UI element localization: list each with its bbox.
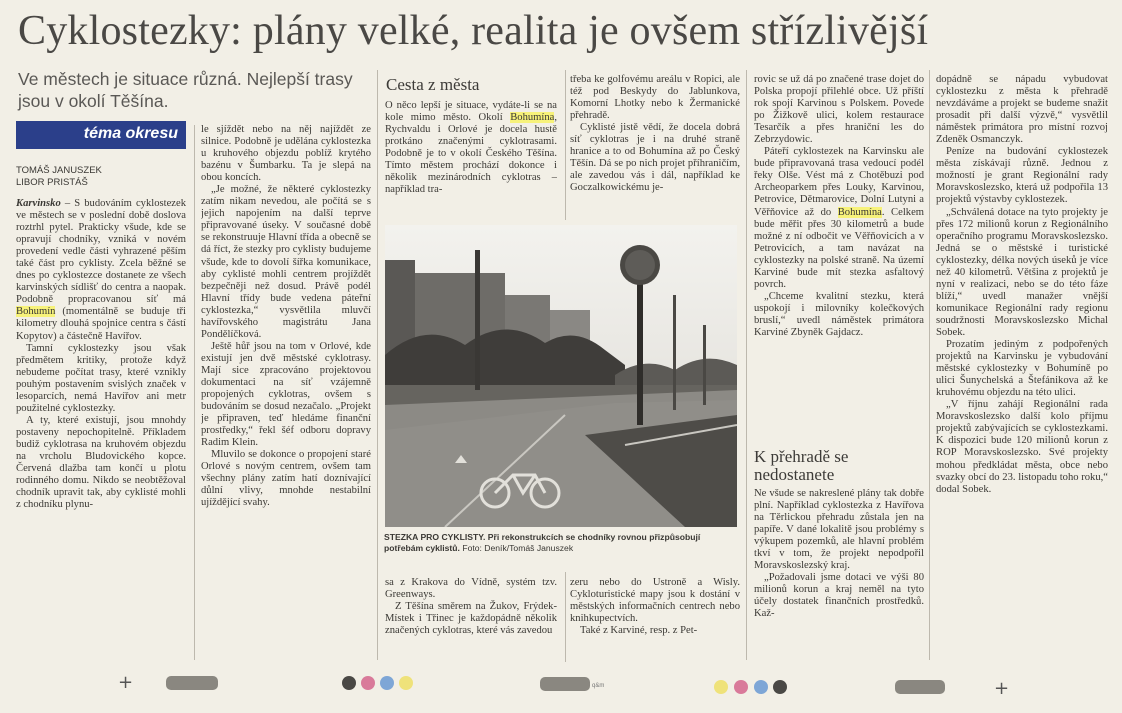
color-dot-black-icon [773,680,787,694]
color-dot-black-icon [342,676,356,690]
paragraph: Ještě hůř jsou na tom v Orlové, kde existují jen dvě městské cyklotrasy. Mají sice zpracováno projektovou dokumentaci na síť vzájemně propojených cyklotras, ovšem s budováním se dosud nezačalo. „Projekt je připraven, teď hledáme finanční prostředky,“ řekl šéf odboru dopravy Radim Klein. [201,340,371,449]
rubric-badge [16,121,186,149]
color-dot-magenta-icon [734,680,748,694]
paragraph: sa z Krakova do Vídně, systém tzv. Greenways. [385,577,557,601]
paragraph: „Chceme kvalitní stezku, která uspokojí i milovníky kolečkových bruslí,“ uvedl náměstek primátora Karviné Zbyněk Gajdacz. [754,290,924,338]
paragraph-text: . Celkem bude měřit přes 30 kilometrů a bude možné z ní odbočit ve Věřňovicích a v Petrovicích, a tam navázat na cyklostezky na polské straně. Na území Karviné bude mít stezka asfaltový povrch. [754,206,924,290]
column-rule [929,70,930,660]
paragraph: „Je možné, že některé cyklostezky zatím nikam nevedou, ale počítá se s jejich napojením na další teprve připravované úseky. V současné době se rekonstruuje Hlavní třída a obecně se dá říct, že stezky pro cyklisty budujeme všude, kde to dovolí šířka komunikace, aby cyklisté mohli centrem projíždět bezpečněji než dosud. Právě podél Hlavní třídy bude vedena páteřní cyklostezka,“ vysvětlila mluvčí havířovského magistrátu Jana Pondělíčková. [201,184,371,340]
paragraph-text: , Rychvaldu i Orlové je docela hustě protkáno značenými cyklotrasami. Podobně je to v okolí Českého Těšína. Tímto městem prochází dokonce i několik mezinárodních cyklotras – například tra- [385,112,557,196]
paragraph-text: O něco lepší je situace, vydáte-li se na kole mimo město. Okolí [385,100,557,124]
paragraph [385,100,557,196]
dateline-city: Karvinsko [16,198,61,209]
paragraph: dopádně se nápadu vybudovat cyklostezku z města k přehradě nevzdáváme a projekt se budeme snažit prosadit při další výzvě,“ vysvětlil náměstek primátora pro místní rozvoj Zdeněk Osmanczyk. [936,74,1108,146]
paragraph-text: – S budováním cyklostezek ve městech se v poslední době doslova roztrhl pytel. Prakticky všude, kde se opravují chodníky, vzniká v novém provedení vedle části vyhrazené pěším také část pro cyklisty. Zcela běžné se dnes po cyklostezce dostanete ze všech karvinských sídlišť do centra a naopak. Podobně propracovanou síť má [16,198,186,306]
paragraph: „Požadovali jsme dotaci ve výši 80 milionů korun a kraj neměl na tyto účely dostatek finančních prostředků. Kaž- [754,572,924,620]
paragraph: Tamní cyklostezky jsou však předmětem kritiky, protože když nebudeme počítat trasy, které vznikly pouhým postavením svislých značek v lesoparcích, nemá Havířov ani metr použitelné cyklostezky. [16,342,186,414]
article-column-3-bottom [385,577,557,667]
color-dot-magenta-icon [361,676,375,690]
author-2: LIBOR PRISTÁŠ [16,177,88,188]
article-column-3 [385,100,557,222]
paragraph: Mluvilo se dokonce o propojení staré Orlové s novým centrem, ovšem tam všechny plány zatím hatí doznívající důlní vlivy, mnohde nestabilní ujíždějící svahy. [201,449,371,509]
author-1: TOMÁŠ JANUSZEK [16,165,102,176]
article-column-4-bottom [570,577,740,667]
paragraph: „V říjnu zahájí Regionální rada Moravskoslezsko další kolo příjmu projektů zabývajících se cyklostezkami. K dispozici bude 120 milionů korun z ROP Moravskoslezsko. Své projekty mohou předkládat města, obce nebo svazky obcí do 23. listopadu toho roku,“ dodal Sobek. [936,399,1108,495]
column-rule [377,70,378,660]
highlighted-word: Bohumína [510,112,555,124]
headline: Cyklostezky: plány velké, realita je ovšem střízlivější [18,8,929,54]
paragraph: A ty, které existují, jsou mnohdy postaveny nepochopitelně. Příkladem budiž cyklotrasa na kruhovém objezdu na vrcholu Bludovického kopce. Červená dlažba tam končí u plotu rodinného domu. Nikdo se neobtěžoval chodník upravit tak, aby cyklisté mohli z chodníku plynu- [16,414,186,511]
article-column-6 [936,74,1108,666]
section-subtitle: K přehradě se nedostanete [754,447,849,484]
column-rule [565,572,566,662]
registration-bar-icon [540,677,590,691]
paragraph: Také z Karviné, resp. z Pet- [580,625,698,637]
paragraph [16,198,186,343]
color-dot-yellow-icon [714,680,728,694]
paragraph [754,146,924,291]
registration-cross-icon: + [118,672,134,693]
registration-cross-icon: + [994,678,1010,699]
registration-bar-icon [166,676,218,690]
print-mark: q&m [592,683,605,689]
photo-credit: Foto: Deník/Tomáš Januszek [459,543,574,553]
paragraph: „Schválená dotace na tyto projekty je přes 172 milionů korun z Regionálního operačního programu Moravskoslezsko. Jedná se o městské i turistické cyklostezky, délka nových úseků je více než 40 kilometrů. Většina z projektů je nyní v realizaci, nebo se do této fáze blíží,“ uvedl manažer vnější komunikace Regionální rady regionu soudržnosti Moravskoslezsko Michal Sobek. [936,206,1108,338]
column-rule [746,70,747,660]
column-rule [194,125,195,660]
article-column-4 [570,74,740,222]
paragraph: zeru nebo do Ustroně a Wisly. Cykloturistické mapy jsou k dostání v městských informačních centrech nebo knihkupectvích. [570,577,740,625]
subheadline: Ve městech je situace různá. Nejlepší trasy jsou v okolí Těšína. [18,69,353,111]
photo-illustration [385,225,737,527]
paragraph-text: (momentálně se buduje tři kilometry dlouhá spojnice centra s částí Kopytov) a částečně Havířov. [16,306,186,342]
color-dot-yellow-icon [399,676,413,690]
paragraph: Cyklisté jistě vědí, že docela dobrá síť cyklotras je i na druhé straně hranice a to od Bohumína až po Český Těšín. Dá se po nich projet příhraničím, ale zavedou vás i dál, například ke Goczalkowickému je- [570,122,740,194]
article-column-5-lower [754,488,924,666]
paragraph: Peníze na budování cyklostezek města získávají různě. Jednou z možností je grant Regionální rady Moravskoslezsko, která už podpořila 13 projektů výstavby cyklostezek. [936,146,1108,206]
column-rule [565,70,566,220]
highlighted-word: Bohumína [837,206,882,218]
article-column-2 [201,124,371,666]
registration-bar-icon [895,680,945,694]
rubric-label: téma okresu [83,125,178,142]
paragraph: Ne všude se nakreslené plány tak dobře plní. Například cyklostezka z Havířova na Těrlickou přehradu zůstala jen na papíře. V dané lokalitě jsou problémy s výkupem pozemků, ale hlavní problém tkví v tom, že projekt nepodpořil Moravskoslezský kraj. [754,488,924,572]
cycle-path-photo [385,225,737,527]
caption-title: STEZKA PRO CYKLISTY. Při rekonstrukcích se chodníky rovnou přizpůsobují potřebám cyklistů. [384,532,701,553]
paragraph: Z Těšína směrem na Žukov, Frýdek-Místek i Třinec je každopádně několik značených cyklotras, které vás zavedou [385,601,557,637]
highlighted-word: Bohumín [16,306,56,318]
paragraph: le sjíždět nebo na něj najíždět ze silnice. Podobně je udělána cyklostezka u kruhového objezdu poblíž krytého bazénu v Šumbarku. Ta je slepá na obou koncích. [201,124,371,184]
paragraph-text: Páteří cyklostezek na Karvinsku ale bude připravovaná trasa vedoucí podél řeky Olše. Vést má z Chotěbuzi pod Archeoparkem přes Louky, Karvinou, Petrovice, Dětmarovice, Dolní Lutyni a Věřňovice až do [754,146,924,218]
section-subtitle: Cesta z města [386,75,480,94]
color-dot-cyan-icon [380,676,394,690]
photo-caption [384,532,738,554]
paragraph: rovic se už dá po značené trase dojet do Polska propojí přilehlé obce. Už příští rok spojí Karvinou s Polskem. Povede po Žižkově ulici, kolem restaurace Tesarčík a přes hraniční les do Zebrzydowic. [754,74,924,146]
article-column-5 [754,74,924,446]
article-column-1 [16,198,186,664]
paragraph: třeba ke golfovému areálu v Ropici, ale též pod Beskydy do Jablunkova, Komorní Lhotky nebo k Žermanické přehradě. [570,74,740,122]
color-dot-cyan-icon [754,680,768,694]
paragraph: Prozatím jediným z podpořených projektů na Karvinsku je vybudování městské cyklostezky v Bohumíně po ulici Šunychelská a Štefánikova až ke kruhovému objezdu na této ulici. [936,339,1108,399]
